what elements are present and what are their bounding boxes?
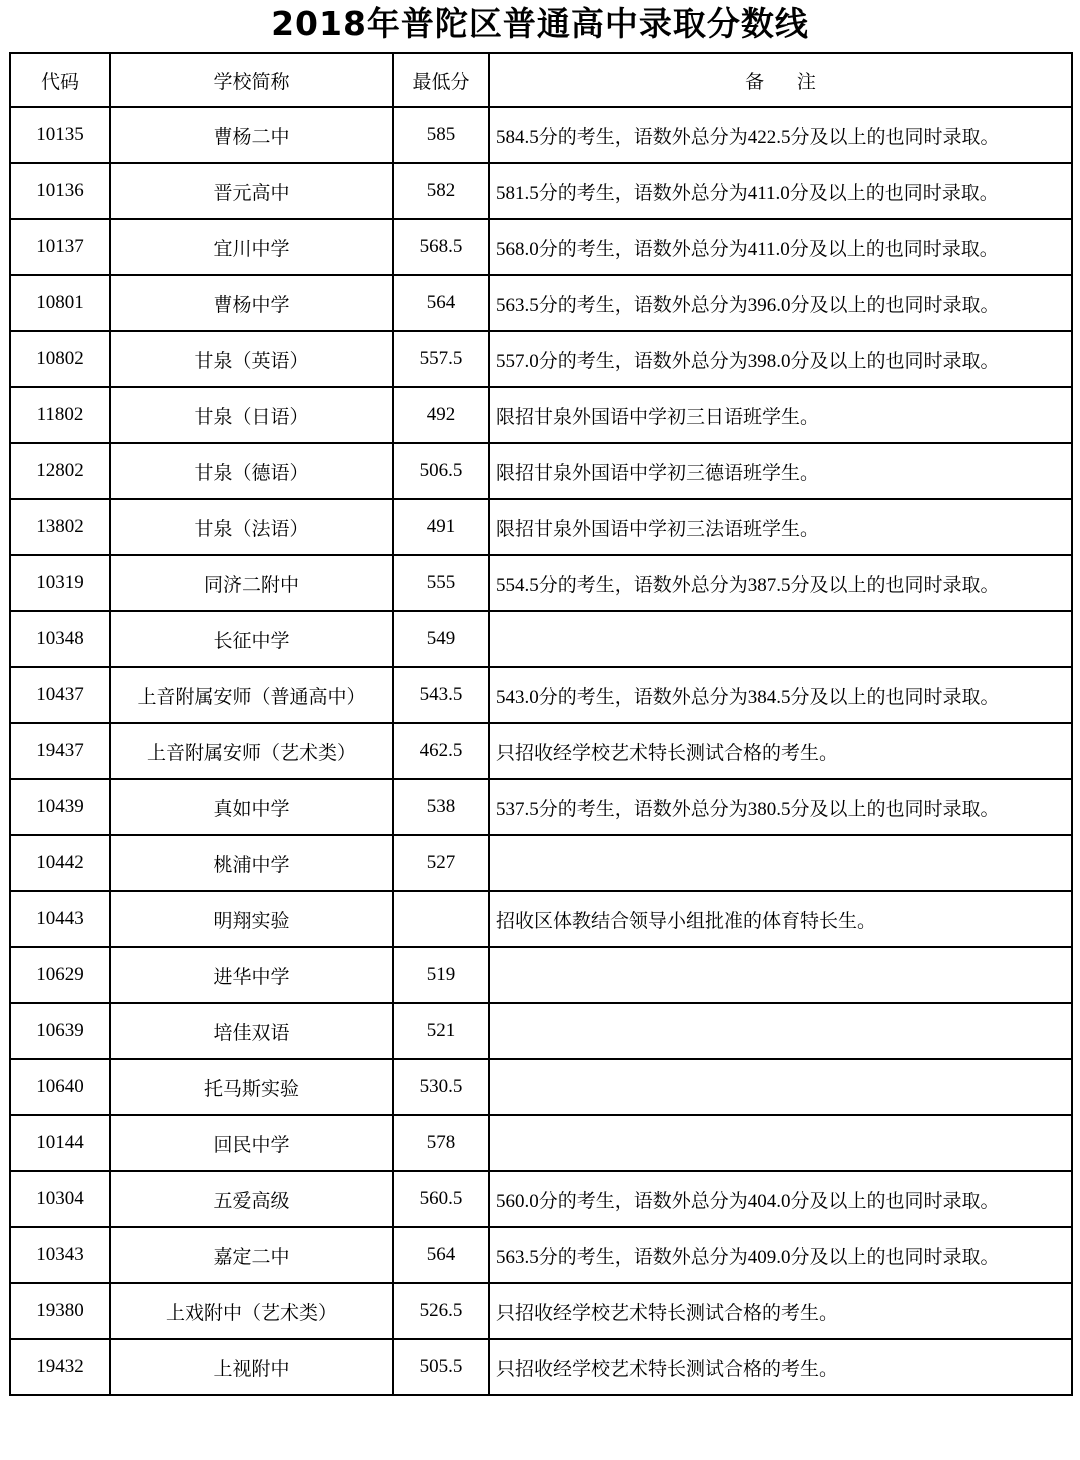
- cell-school: 明翔实验: [110, 891, 393, 947]
- table-row: [10, 1059, 1072, 1115]
- cell-score: 519: [393, 947, 489, 1003]
- cell-code: 10640: [10, 1059, 110, 1115]
- cell-score: 564: [393, 275, 489, 331]
- cell-code: 10304: [10, 1171, 110, 1227]
- cell-school: 甘泉（德语）: [110, 443, 393, 499]
- cell-score: 492: [393, 387, 489, 443]
- cell-score: 462.5: [393, 723, 489, 779]
- cell-school: 培佳双语: [110, 1003, 393, 1059]
- table-row: [10, 163, 1072, 219]
- cell-school: 上音附属安师（普通高中）: [110, 667, 393, 723]
- table-row: [10, 1171, 1072, 1227]
- table-header: [10, 53, 1072, 107]
- cell-note: 560.0分的考生，语数外总分为404.0分及以上的也同时录取。: [489, 1171, 1072, 1227]
- table-row: [10, 1003, 1072, 1059]
- cell-note: [489, 947, 1072, 1003]
- table-row: [10, 611, 1072, 667]
- cell-school: 真如中学: [110, 779, 393, 835]
- cell-code: 10629: [10, 947, 110, 1003]
- cell-code: 19432: [10, 1339, 110, 1395]
- column-header-school: 学校简称: [110, 53, 393, 107]
- table-row: [10, 387, 1072, 443]
- cell-score: 521: [393, 1003, 489, 1059]
- cell-note: 563.5分的考生，语数外总分为409.0分及以上的也同时录取。: [489, 1227, 1072, 1283]
- cell-school: 上视附中: [110, 1339, 393, 1395]
- table-header-row: [10, 53, 1072, 107]
- cell-note: 581.5分的考生，语数外总分为411.0分及以上的也同时录取。: [489, 163, 1072, 219]
- cell-score: 557.5: [393, 331, 489, 387]
- cell-school: 进华中学: [110, 947, 393, 1003]
- cell-score: 526.5: [393, 1283, 489, 1339]
- table-body: [10, 107, 1072, 1395]
- cell-school: 甘泉（法语）: [110, 499, 393, 555]
- cell-score: 578: [393, 1115, 489, 1171]
- table-row: [10, 1115, 1072, 1171]
- cell-note: 584.5分的考生，语数外总分为422.5分及以上的也同时录取。: [489, 107, 1072, 163]
- cell-code: 10639: [10, 1003, 110, 1059]
- table-row: [10, 947, 1072, 1003]
- cell-note: 563.5分的考生，语数外总分为396.0分及以上的也同时录取。: [489, 275, 1072, 331]
- table-row: [10, 1283, 1072, 1339]
- cell-school: 长征中学: [110, 611, 393, 667]
- cell-code: 10319: [10, 555, 110, 611]
- column-header-note-label: 备 注: [745, 71, 830, 93]
- cell-code: 10801: [10, 275, 110, 331]
- table-row: [10, 779, 1072, 835]
- cell-code: 10439: [10, 779, 110, 835]
- cell-school: 甘泉（日语）: [110, 387, 393, 443]
- table-row: [10, 723, 1072, 779]
- table-row: [10, 1227, 1072, 1283]
- cell-note: 554.5分的考生，语数外总分为387.5分及以上的也同时录取。: [489, 555, 1072, 611]
- table-row: [10, 275, 1072, 331]
- cell-score: 564: [393, 1227, 489, 1283]
- cell-note: 568.0分的考生，语数外总分为411.0分及以上的也同时录取。: [489, 219, 1072, 275]
- cell-code: 19437: [10, 723, 110, 779]
- cell-score: 530.5: [393, 1059, 489, 1115]
- cell-score: 549: [393, 611, 489, 667]
- cell-school: 回民中学: [110, 1115, 393, 1171]
- table-row: [10, 891, 1072, 947]
- column-header-note: [489, 53, 1072, 107]
- cell-school: 托马斯实验: [110, 1059, 393, 1115]
- column-header-code: 代码: [10, 53, 110, 107]
- cell-note: [489, 1059, 1072, 1115]
- cell-code: 10135: [10, 107, 110, 163]
- table-row: [10, 219, 1072, 275]
- cell-school: 同济二附中: [110, 555, 393, 611]
- cell-code: 10442: [10, 835, 110, 891]
- cell-code: 19380: [10, 1283, 110, 1339]
- cell-note: [489, 1115, 1072, 1171]
- cell-code: 11802: [10, 387, 110, 443]
- table-row: [10, 555, 1072, 611]
- cell-note: 543.0分的考生，语数外总分为384.5分及以上的也同时录取。: [489, 667, 1072, 723]
- cell-code: 10348: [10, 611, 110, 667]
- cell-code: 10443: [10, 891, 110, 947]
- page-title: 2018年普陀区普通高中录取分数线: [271, 4, 809, 43]
- cell-school: 宜川中学: [110, 219, 393, 275]
- cell-note: [489, 611, 1072, 667]
- cell-code: 12802: [10, 443, 110, 499]
- cell-note: 557.0分的考生，语数外总分为398.0分及以上的也同时录取。: [489, 331, 1072, 387]
- cell-code: 10144: [10, 1115, 110, 1171]
- cell-score: 491: [393, 499, 489, 555]
- cell-note: 限招甘泉外国语中学初三日语班学生。: [489, 387, 1072, 443]
- cell-score: [393, 891, 489, 947]
- cell-note: 只招收经学校艺术特长测试合格的考生。: [489, 723, 1072, 779]
- cell-school: 甘泉（英语）: [110, 331, 393, 387]
- cell-note: 招收区体教结合领导小组批准的体育特长生。: [489, 891, 1072, 947]
- cell-school: 五爱高级: [110, 1171, 393, 1227]
- cell-note: [489, 835, 1072, 891]
- cell-score: 568.5: [393, 219, 489, 275]
- table-row: [10, 499, 1072, 555]
- table-row: [10, 835, 1072, 891]
- cell-note: 只招收经学校艺术特长测试合格的考生。: [489, 1339, 1072, 1395]
- table-row: [10, 667, 1072, 723]
- cell-score: 555: [393, 555, 489, 611]
- cell-note: [489, 1003, 1072, 1059]
- cell-school: 上音附属安师（艺术类）: [110, 723, 393, 779]
- cell-school: 晋元高中: [110, 163, 393, 219]
- table-row: [10, 1339, 1072, 1395]
- table-row: [10, 331, 1072, 387]
- cell-code: 10136: [10, 163, 110, 219]
- cell-note: 限招甘泉外国语中学初三德语班学生。: [489, 443, 1072, 499]
- cell-code: 10437: [10, 667, 110, 723]
- cell-code: 10343: [10, 1227, 110, 1283]
- cell-score: 582: [393, 163, 489, 219]
- cell-note: 只招收经学校艺术特长测试合格的考生。: [489, 1283, 1072, 1339]
- column-header-score: 最低分: [393, 53, 489, 107]
- cell-score: 527: [393, 835, 489, 891]
- cell-school: 曹杨二中: [110, 107, 393, 163]
- table-row: [10, 107, 1072, 163]
- cell-school: 嘉定二中: [110, 1227, 393, 1283]
- cell-code: 10137: [10, 219, 110, 275]
- cell-score: 543.5: [393, 667, 489, 723]
- cell-school: 上戏附中（艺术类）: [110, 1283, 393, 1339]
- cell-score: 538: [393, 779, 489, 835]
- cell-score: 506.5: [393, 443, 489, 499]
- cell-score: 505.5: [393, 1339, 489, 1395]
- cell-school: 曹杨中学: [110, 275, 393, 331]
- table-row: [10, 443, 1072, 499]
- cell-score: 585: [393, 107, 489, 163]
- cell-code: 13802: [10, 499, 110, 555]
- cell-code: 10802: [10, 331, 110, 387]
- admission-score-table: [9, 52, 1073, 1396]
- cell-score: 560.5: [393, 1171, 489, 1227]
- cell-note: 537.5分的考生，语数外总分为380.5分及以上的也同时录取。: [489, 779, 1072, 835]
- cell-school: 桃浦中学: [110, 835, 393, 891]
- cell-note: 限招甘泉外国语中学初三法语班学生。: [489, 499, 1072, 555]
